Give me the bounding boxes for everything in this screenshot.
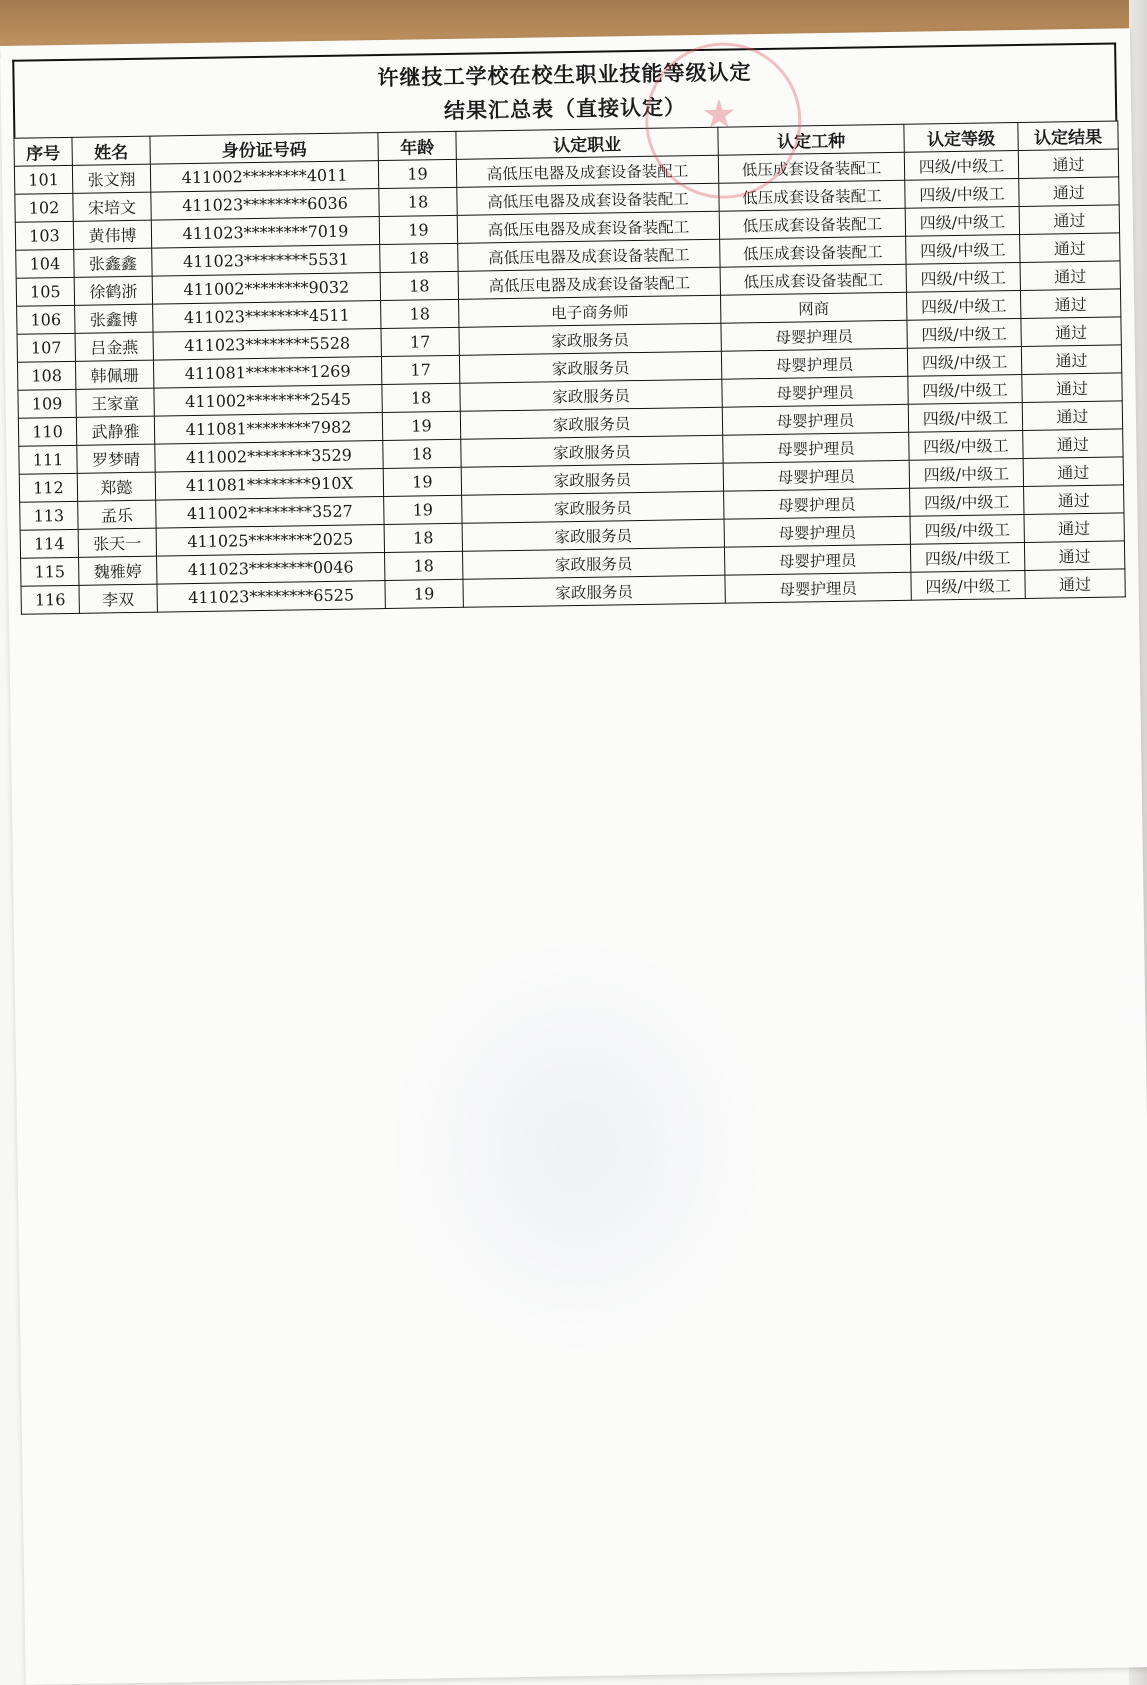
cell-work-type: 母婴护理员 — [721, 320, 907, 351]
cell-seq: 114 — [20, 529, 78, 558]
cell-occupation: 家政服务员 — [459, 323, 721, 355]
cell-work-type: 母婴护理员 — [722, 404, 908, 435]
cell-work-type: 低压成套设备装配工 — [718, 152, 904, 183]
cell-occupation: 家政服务员 — [461, 435, 723, 467]
cell-id-number: 411081********7982 — [154, 413, 382, 445]
cell-work-type: 低压成套设备装配工 — [719, 180, 905, 211]
cell-result: 通过 — [1019, 205, 1119, 235]
cell-result: 通过 — [1022, 401, 1122, 431]
cell-seq: 103 — [15, 221, 73, 250]
cell-work-type: 网商 — [721, 292, 907, 323]
cell-id-number: 411023********0046 — [157, 553, 385, 585]
cell-work-type: 母婴护理员 — [723, 432, 909, 463]
cell-result: 通过 — [1018, 149, 1118, 179]
cell-occupation: 家政服务员 — [463, 575, 725, 607]
cell-level: 四级/中级工 — [911, 570, 1025, 600]
cell-id-number: 411023********6036 — [151, 189, 379, 221]
cell-seq: 106 — [17, 305, 75, 334]
cell-id-number: 411023********7019 — [151, 217, 379, 249]
cell-occupation: 家政服务员 — [462, 547, 724, 579]
cell-seq: 105 — [16, 277, 74, 306]
cell-seq: 107 — [17, 333, 75, 362]
document-subtitle: 结果汇总表（直接认定） — [443, 94, 687, 124]
cell-work-type: 低压成套设备装配工 — [719, 208, 905, 239]
seal-star-icon: ★ — [700, 91, 738, 138]
cell-age: 18 — [380, 243, 458, 272]
cell-age: 18 — [383, 439, 461, 468]
cell-id-number: 411025********2025 — [156, 525, 384, 557]
cell-age: 19 — [383, 467, 461, 496]
cell-age: 18 — [382, 383, 460, 412]
cell-id-number: 411002********3529 — [155, 441, 383, 473]
cell-id-number: 411081********1269 — [153, 357, 381, 389]
cell-work-type: 母婴护理员 — [722, 376, 908, 407]
header-name: 姓名 — [72, 136, 150, 165]
cell-name: 张鑫鑫 — [74, 248, 152, 277]
cell-id-number: 411023********6525 — [157, 581, 385, 613]
header-occupation: 认定职业 — [456, 127, 718, 159]
results-table — [13, 120, 1125, 614]
cell-result: 通过 — [1024, 485, 1124, 515]
cell-name: 徐鹤浙 — [74, 276, 152, 305]
cell-occupation: 高低压电器及成套设备装配工 — [458, 267, 720, 299]
cell-level: 四级/中级工 — [906, 263, 1020, 293]
cell-result: 通过 — [1025, 569, 1125, 599]
cell-result: 通过 — [1020, 289, 1120, 319]
cell-work-type: 母婴护理员 — [723, 460, 909, 491]
cell-result: 通过 — [1024, 541, 1124, 571]
cell-occupation: 高低压电器及成套设备装配工 — [457, 211, 719, 243]
cell-occupation: 家政服务员 — [460, 407, 722, 439]
cell-id-number: 411002********9032 — [152, 273, 380, 305]
cell-id-number: 411023********5528 — [153, 329, 381, 361]
document-sheet — [0, 28, 1147, 1685]
cell-result: 通过 — [1024, 513, 1124, 543]
header-id: 身份证号码 — [150, 133, 378, 165]
cell-name: 韩佩珊 — [75, 360, 153, 389]
cell-level: 四级/中级工 — [907, 346, 1021, 376]
cell-result: 通过 — [1023, 429, 1123, 459]
cell-work-type: 母婴护理员 — [724, 544, 910, 575]
document-title: 许继技工学校在校生职业技能等级认定 — [377, 59, 752, 91]
cell-name: 吕金燕 — [75, 332, 153, 361]
cell-age: 19 — [378, 159, 456, 188]
cell-result: 通过 — [1023, 457, 1123, 487]
cell-name: 张鑫博 — [75, 304, 153, 333]
cell-age: 18 — [380, 271, 458, 300]
cell-name: 武静雅 — [76, 416, 154, 445]
cell-seq: 113 — [20, 501, 78, 530]
cell-level: 四级/中级工 — [910, 486, 1024, 516]
cell-id-number: 411002********4011 — [150, 161, 378, 193]
cell-age: 17 — [381, 327, 459, 356]
header-result: 认定结果 — [1018, 121, 1118, 151]
cell-seq: 116 — [21, 585, 79, 614]
cell-name: 黄伟博 — [73, 220, 151, 249]
header-seq: 序号 — [14, 137, 72, 166]
cell-work-type: 母婴护理员 — [721, 348, 907, 379]
cell-name: 孟乐 — [78, 500, 156, 529]
cell-age: 18 — [379, 187, 457, 216]
cell-name: 魏雅婷 — [79, 556, 157, 585]
cell-level: 四级/中级工 — [910, 514, 1024, 544]
cell-level: 四级/中级工 — [909, 458, 1023, 488]
cell-level: 四级/中级工 — [910, 542, 1024, 572]
cell-name: 罗梦晴 — [77, 444, 155, 473]
cell-id-number: 411081********910X — [155, 469, 383, 501]
cell-seq: 104 — [16, 249, 74, 278]
header-age: 年龄 — [378, 131, 456, 160]
cell-age: 19 — [384, 495, 462, 524]
cell-occupation: 高低压电器及成套设备装配工 — [456, 155, 718, 187]
cell-id-number: 411023********4511 — [153, 301, 381, 333]
cell-occupation: 家政服务员 — [462, 519, 724, 551]
cell-work-type: 低压成套设备装配工 — [720, 264, 906, 295]
cell-level: 四级/中级工 — [906, 291, 1020, 321]
cell-level: 四级/中级工 — [904, 151, 1018, 181]
cell-name: 王家童 — [76, 388, 154, 417]
cell-id-number: 411002********2545 — [154, 385, 382, 417]
cell-level: 四级/中级工 — [905, 179, 1019, 209]
cell-result: 通过 — [1021, 345, 1121, 375]
cell-age: 19 — [379, 215, 457, 244]
cell-occupation: 高低压电器及成套设备装配工 — [457, 183, 719, 215]
cell-occupation: 高低压电器及成套设备装配工 — [458, 239, 720, 271]
faint-watermark — [384, 934, 771, 1360]
cell-result: 通过 — [1022, 373, 1122, 403]
cell-age: 18 — [381, 299, 459, 328]
table-body — [14, 149, 1125, 614]
cell-seq: 115 — [21, 557, 79, 586]
cell-occupation: 家政服务员 — [462, 491, 724, 523]
cell-occupation: 家政服务员 — [459, 351, 721, 383]
cell-age: 18 — [384, 523, 462, 552]
cell-work-type: 母婴护理员 — [725, 572, 911, 603]
cell-seq: 111 — [19, 445, 77, 474]
cell-work-type: 低压成套设备装配工 — [720, 236, 906, 267]
cell-level: 四级/中级工 — [906, 235, 1020, 265]
header-type: 认定工种 — [718, 124, 904, 155]
cell-name: 李双 — [79, 584, 157, 613]
cell-result: 通过 — [1020, 261, 1120, 291]
cell-seq: 112 — [19, 473, 77, 502]
cell-seq: 110 — [18, 417, 76, 446]
cell-result: 通过 — [1019, 177, 1119, 207]
header-level: 认定等级 — [904, 123, 1018, 153]
cell-age: 19 — [385, 579, 463, 608]
cell-name: 张文翔 — [72, 164, 150, 193]
cell-level: 四级/中级工 — [908, 374, 1022, 404]
cell-work-type: 母婴护理员 — [724, 516, 910, 547]
cell-name: 宋培文 — [73, 192, 151, 221]
cell-work-type: 母婴护理员 — [724, 488, 910, 519]
cell-level: 四级/中级工 — [909, 430, 1023, 460]
cell-age: 18 — [385, 551, 463, 580]
cell-age: 17 — [381, 355, 459, 384]
cell-level: 四级/中级工 — [908, 402, 1022, 432]
cell-id-number: 411002********3527 — [156, 497, 384, 529]
cell-result: 通过 — [1021, 317, 1121, 347]
cell-level: 四级/中级工 — [907, 318, 1021, 348]
cell-name: 张天一 — [78, 528, 156, 557]
cell-level: 四级/中级工 — [905, 207, 1019, 237]
cell-occupation: 电子商务师 — [459, 295, 721, 327]
cell-occupation: 家政服务员 — [461, 463, 723, 495]
cell-seq: 102 — [15, 193, 73, 222]
cell-occupation: 家政服务员 — [460, 379, 722, 411]
cell-seq: 109 — [18, 389, 76, 418]
cell-result: 通过 — [1020, 233, 1120, 263]
cell-seq: 108 — [17, 361, 75, 390]
cell-seq: 101 — [14, 165, 72, 194]
cell-name: 郑懿 — [77, 472, 155, 501]
results-summary-form — [12, 42, 1125, 614]
cell-id-number: 411023********5531 — [152, 245, 380, 277]
cell-age: 19 — [382, 411, 460, 440]
